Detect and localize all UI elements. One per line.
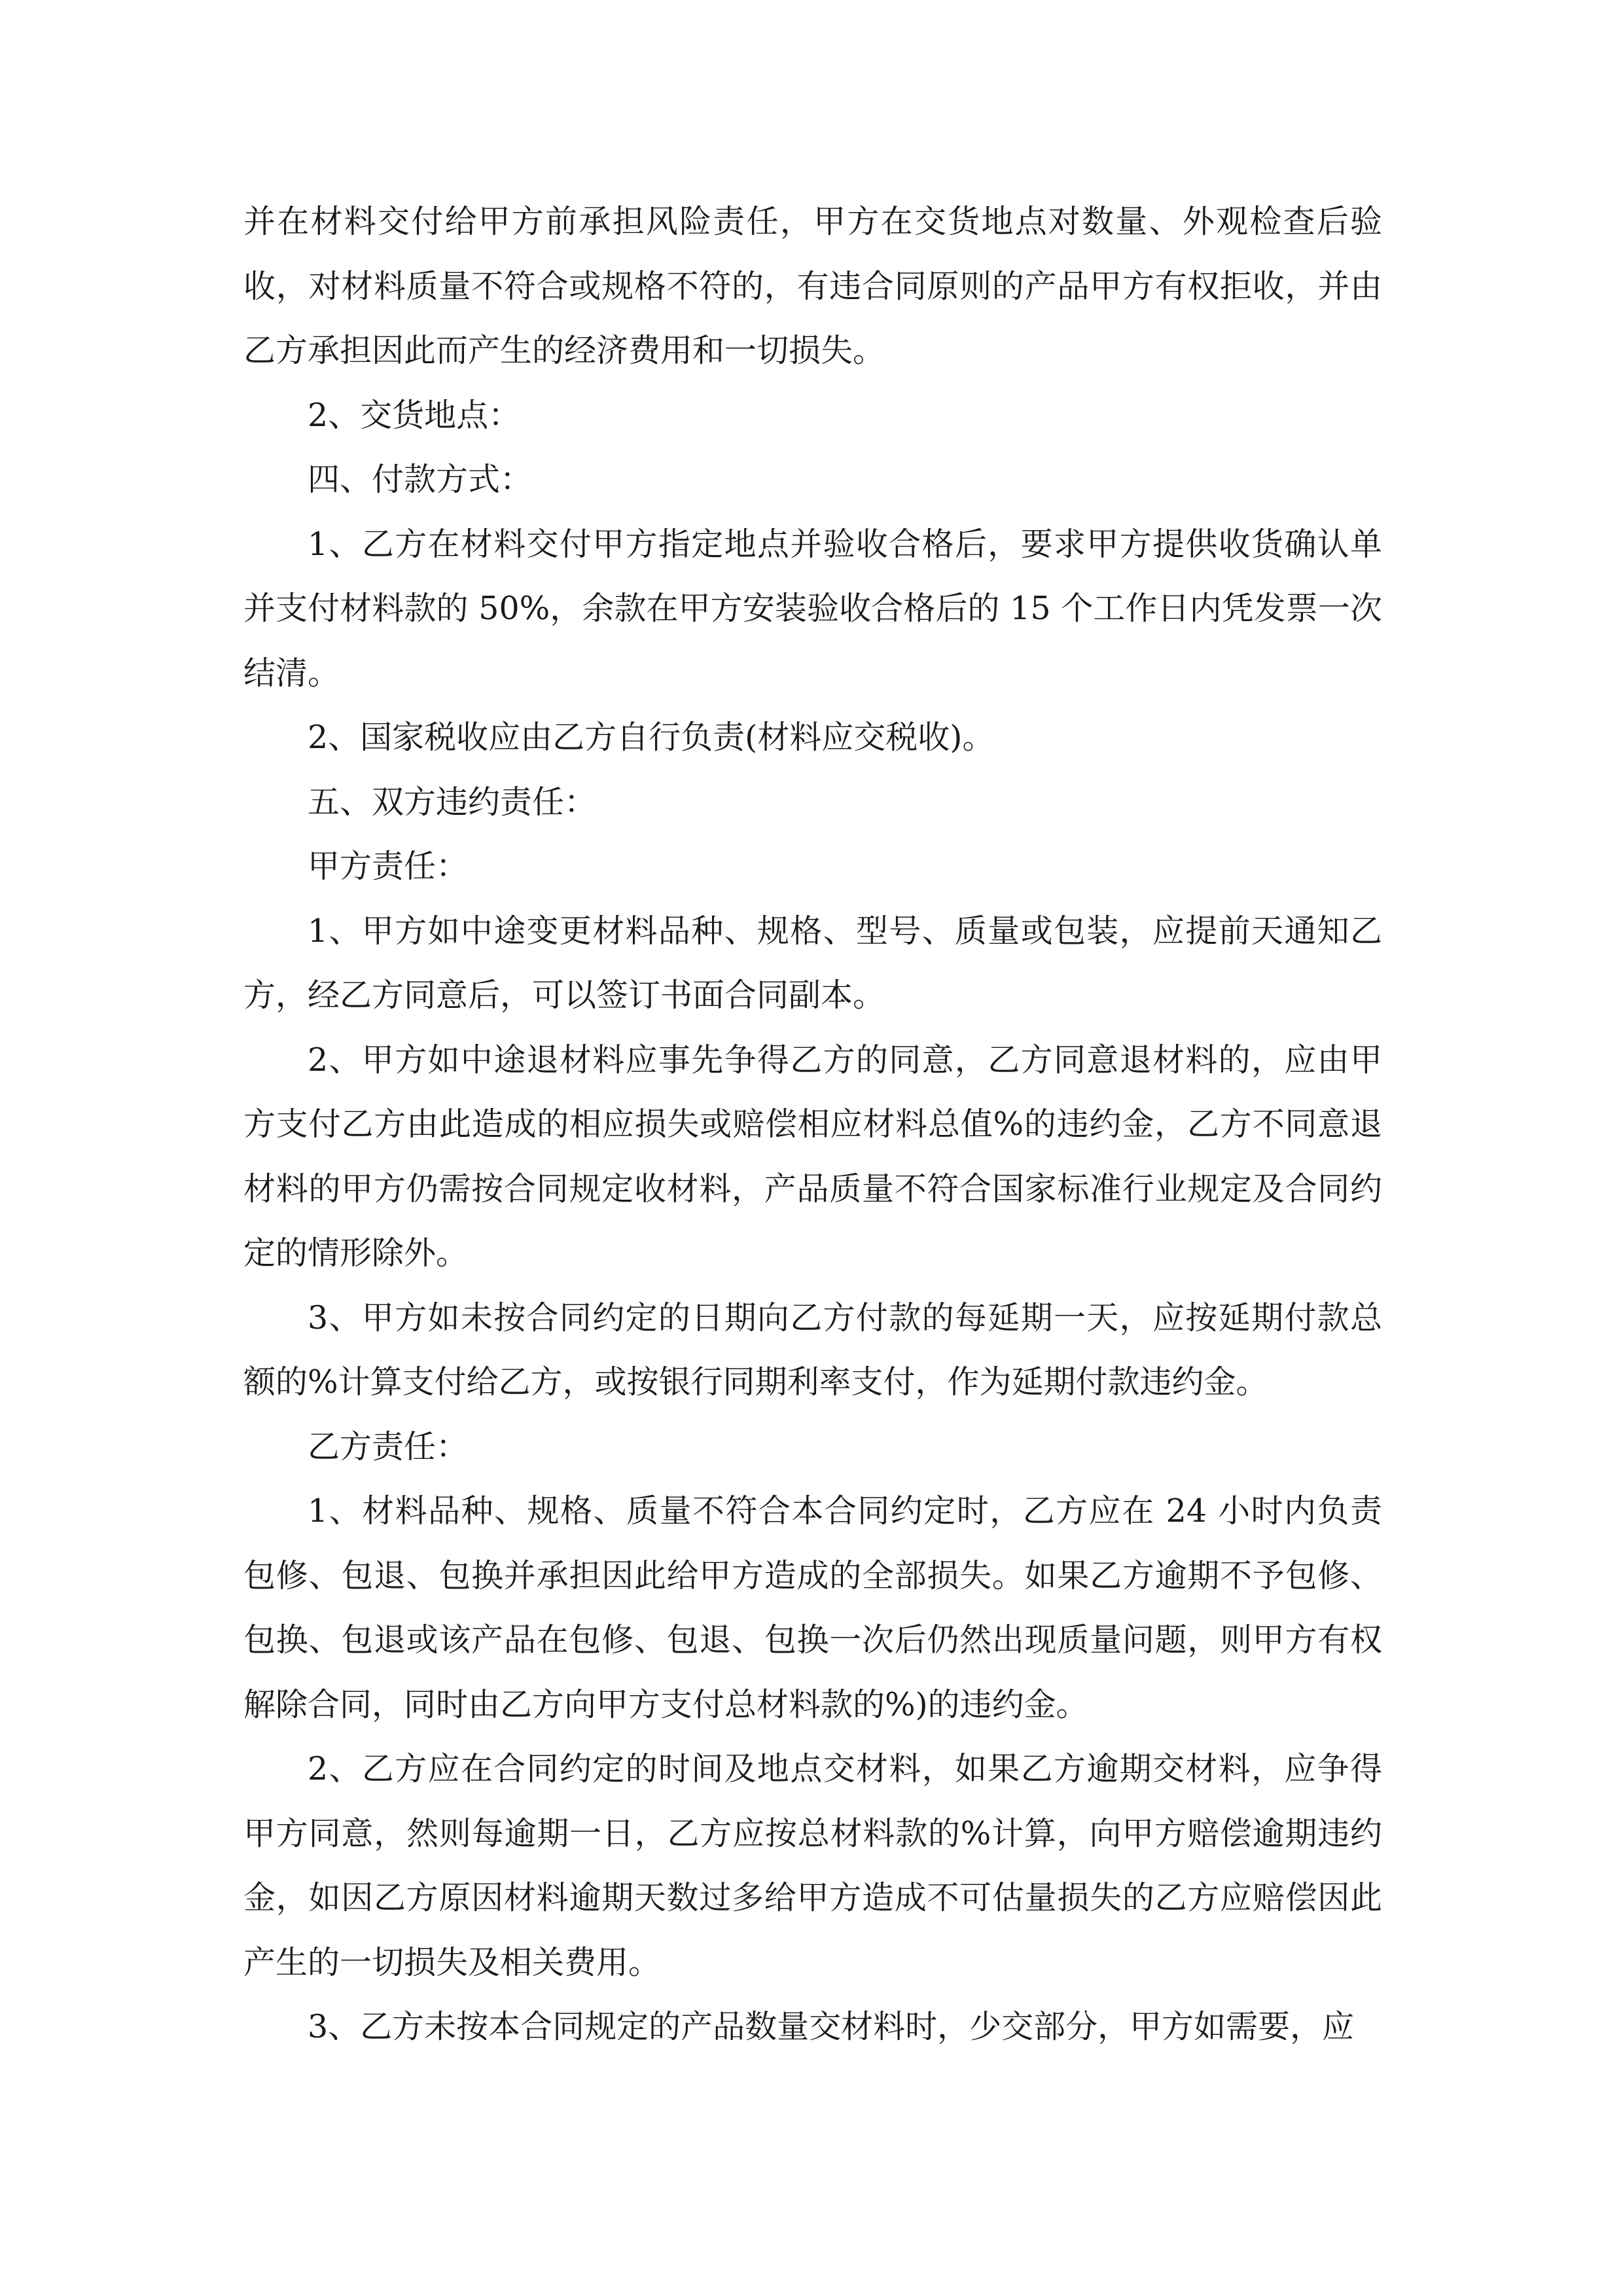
paragraph: 1、材料品种、规格、质量不符合本合同约定时，乙方应在 24 小时内负责包修、包退、包换并承担因此给甲方造成的全部损失。如果乙方逾期不予包修、包换、包退或该产品在包修、包退、包换一次后仍然出现质量问题，则甲方有权解除合同，同时由乙方向甲方支付总材料款的%)的违约金。 — [243, 1492, 1382, 1723]
paragraph: 2、国家税收应由乙方自行负责(材料应交税收)。 — [308, 719, 995, 756]
paragraph: 1、甲方如中途变更材料品种、规格、型号、质量或包装，应提前天通知乙方，经乙方同意后，可以签订书面合同副本。 — [243, 912, 1382, 1014]
paragraph: 2、乙方应在合同约定的时间及地点交材料，如果乙方逾期交材料，应争得甲方同意，然则每逾期一日，乙方应按总材料款的%计算，向甲方赔偿逾期违约金，如因乙方原因材料逾期天数过多给甲方造成不可估量损失的乙方应赔偿因此产生的一切损失及相关费用。 — [243, 1750, 1382, 1981]
subsection-heading: 甲方责任： — [308, 848, 469, 885]
paragraph: 2、甲方如中途退材料应事先争得乙方的同意，乙方同意退材料的，应由甲方支付乙方由此造成的相应损失或赔偿相应材料总值%的违约金，乙方不同意退材料的甲方仍需按合同规定收材料，产品质量不符合国家标准行业规定及合同约定的情形除外。 — [243, 1041, 1382, 1272]
paragraph: 1、乙方在材料交付甲方指定地点并验收合格后，要求甲方提供收货确认单并支付材料款的 50%，余款在甲方安装验收合格后的 15 个工作日内凭发票一次结清。 — [243, 525, 1382, 692]
paragraph: 3、甲方如未按合同约定的日期向乙方付款的每延期一天，应按延期付款总额的%计算支付给乙方，或按银行同期利率支付，作为延期付款违约金。 — [243, 1299, 1382, 1401]
section-heading: 五、双方违约责任： — [308, 783, 597, 821]
section-heading: 四、付款方式： — [308, 461, 533, 498]
paragraph: 3、乙方未按本合同规定的产品数量交材料时，少交部分，甲方如需要，应 — [308, 2008, 1355, 2045]
paragraph: 并在材料交付给甲方前承担风险责任，甲方在交货地点对数量、外观检查后验收，对材料质量不符合或规格不符的，有违合同原则的产品甲方有权拒收，并由乙方承担因此而产生的经济费用和一切损失。 — [243, 203, 1382, 369]
document-body — [243, 190, 1382, 2060]
subsection-heading: 乙方责任： — [308, 1427, 469, 1465]
paragraph: 2、交货地点： — [308, 396, 521, 434]
